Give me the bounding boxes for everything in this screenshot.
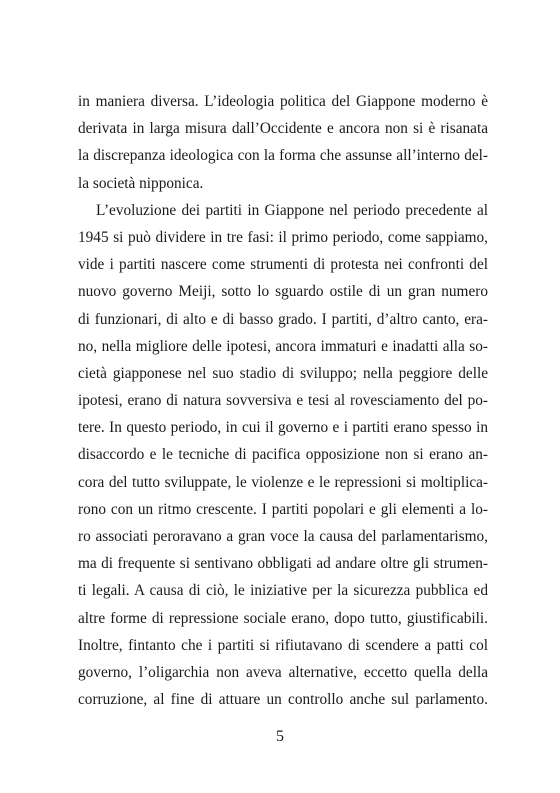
text-line: ipotesi, erano di natura sovversiva e tesi al rovesciamento del po- [78,392,488,410]
text-line: no, nella migliore delle ipotesi, ancora immaturi e inadatti alla so- [78,337,488,355]
text-line: la società nipponica. [78,174,204,192]
body-text [78,88,488,713]
text-line: derivata in larga misura dall’Occidente e ancora non si è risanata [78,120,488,138]
text-line: ro associati peroravano a gran voce la causa del parlamentarismo, [78,528,488,545]
text-line: ma di frequente si sentivano obbligati ad andare oltre gli strumen- [78,555,488,573]
text-line: ti legali. A causa di ciò, le iniziative per la sicurezza pubblica ed [78,582,488,600]
text-line: L’evoluzione dei partiti in Giappone nel periodo precedente al [96,201,488,219]
text-line: cietà giapponese nel suo stadio di sviluppo; nella peggiore delle [78,364,488,382]
text-line: tere. In questo periodo, in cui il governo e i partiti erano spesso in [78,419,488,437]
text-line: rono con un ritmo crescente. I partiti popolari e gli elementi a lo- [78,500,488,518]
text-line: cora del tutto sviluppate, le violenze e le repressioni si moltiplica- [78,473,488,491]
text-line: vide i partiti nascere come strumenti di protesta nei confronti del [78,256,488,274]
text-line: di funzionari, di alto e di basso grado. I partiti, d’altro canto, era- [78,310,488,328]
text-line: nuovo governo Meiji, sotto lo sguardo ostile di un gran numero [78,283,488,301]
text-line: corruzione, al fine di attuare un controllo anche sul parlamento. [78,691,488,709]
text-line: governo, l’oligarchia non aveva alternative, eccetto quella della [78,663,488,681]
text-line: altre forme di repressione sociale erano, dopo tutto, giustificabili. [78,609,488,627]
text-line: disaccordo e le tecniche di pacifica opposizione non si erano an- [78,446,488,464]
text-line: 1945 si può dividere in tre fasi: il primo periodo, come sappiamo, [78,228,488,246]
page-number: 5 [276,728,284,745]
text-line: la discrepanza ideologica con la forma che assunse all’interno del- [78,147,488,165]
text-line: Inoltre, fintanto che i partiti si rifiutavano di scendere a patti col [78,636,488,654]
text-line: in maniera diversa. L’ideologia politica del Giappone moderno è [78,93,488,110]
